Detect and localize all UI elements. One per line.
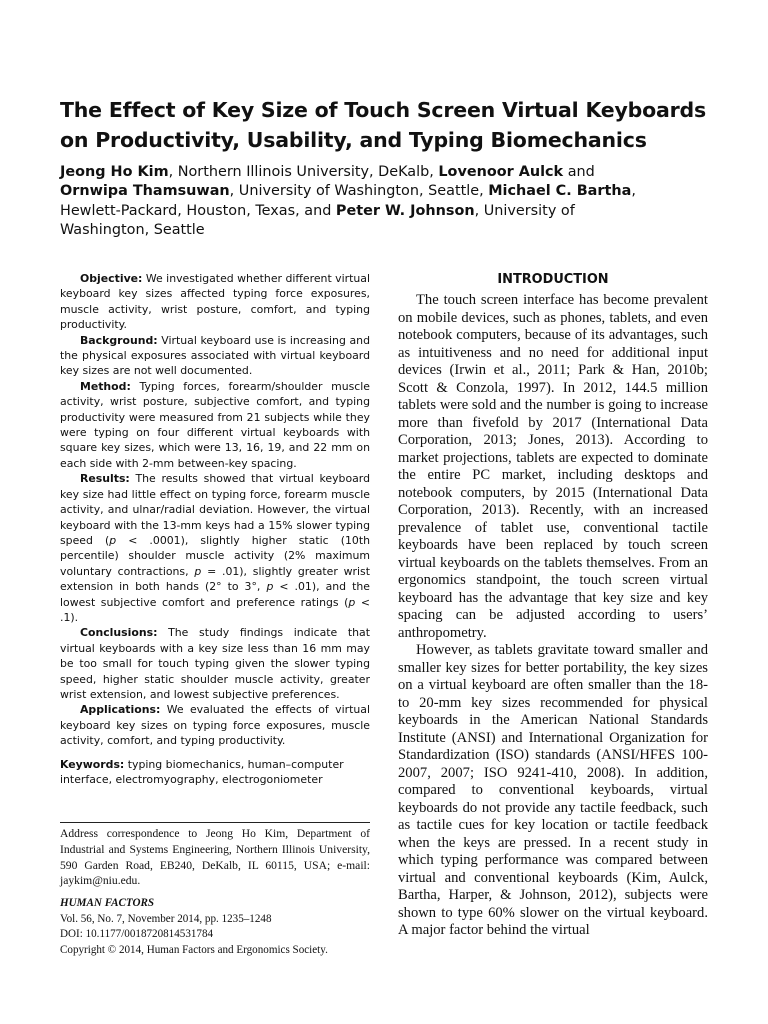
author-affiliation: Hewlett-Packard, Houston, Texas, and bbox=[60, 202, 336, 219]
objective-text: We investigated whether different virtual keyboard key sizes affected typing force exposures, muscle activity, wrist posture, comfort, and typing productivity. bbox=[60, 272, 371, 332]
author-separator: and bbox=[563, 164, 595, 180]
keywords bbox=[60, 757, 370, 788]
abstract-objective bbox=[60, 271, 370, 333]
keywords-text: typing biomechanics, human–computer interface, electromyography, electrogoniometer bbox=[60, 758, 344, 787]
section-heading-introduction: INTRODUCTION bbox=[497, 272, 609, 287]
journal-doi: DOI: 10.1177/0018720814531784 bbox=[60, 928, 214, 941]
author-name: Lovenoor Aulck bbox=[438, 164, 564, 180]
abstract-applications bbox=[60, 702, 370, 748]
journal-info bbox=[60, 896, 380, 958]
method-label: Method: bbox=[80, 379, 131, 393]
results-text: < .0001), slightly higher static (10th percentile) shoulder muscle activity (2% maximum voluntary contractions, bbox=[60, 533, 370, 578]
conclusions-text: The study findings indicate that virtual keyboards with a key size less than 16 mm may be too small for touch typing given the slower typing speed, higher static shoulder muscle activity, greater wrist extension, and lowest subjective preferences. bbox=[60, 626, 370, 701]
author-affiliation: Washington, Seattle bbox=[60, 221, 205, 238]
abstract-conclusions bbox=[60, 625, 370, 702]
author-name: Michael C. Bartha bbox=[488, 183, 632, 200]
author-name: Peter W. Johnson bbox=[335, 202, 475, 219]
body-paragraph: The touch screen interface has become prevalent on mobile devices, such as phones, tablets, and even notebook computers, because of its advantages, such as intuitiveness and no need for additional input devices (Irwin et al., 2011; Park & Han, 2010b; Scott & Conzola, 1997). In 2012, 144.5 million tablets were sold and the number is going to increase more than fivefold by 2017 (International Data Corporation, 2013; Jones, 2013). According to market projections, tablets are expected to dominate the entire PC market, including desktops and notebook computers, by 2015 (International Data Corporation, 2013). Recently, with an increased prevalence of tablet use, conventional tactile keyboards have been replaced by touch screen virtual keyboards on the tablets themselves. From an ergonomics standpoint, the touch screen virtual keyboard has the advantage that key size and key spacing can be adjusted according to users’ anthropometry. bbox=[398, 292, 708, 641]
applications-text: We evaluated the effects of virtual keyboard key sizes on typing force exposures, muscle activity, comfort, and typing productivity. bbox=[60, 703, 370, 748]
method-text: Typing forces, forearm/shoulder muscle activity, wrist posture, subjective comfort, and typing productivity were measured from 21 subjects while they were typing on four different virtual keyboards with square key sizes, which were 13, 16, 19, and 22 mm on each side with 2-mm between-key spacing. bbox=[60, 379, 370, 470]
body-paragraph: However, as tablets gravitate toward smaller and smaller key sizes for better portability, the key sizes on a virtual keyboard are often smaller than the 18- to 20-mm key sizes recommended for physical keyboards in the American National Standards Institute (ANSI) and International Organization for Standardization (ISO) standards (ANSI/HFES 100-2007, 2007; ISO 9241-410, 2008). In addition, compared to conventional keyboards, virtual keyboards do not provide any tactile feedback, such as tactile cues for key location or tactile feedback when the keys are pressed. In a recent study in which typing performance was compared between virtual and conventional keyboards (Kim, Aulck, Bartha, Harper, & Johnson, 2012), subjects were shown to type 60% slower on the virtual keyboard. A major factor behind the virtual bbox=[398, 642, 708, 938]
author-affiliation: , bbox=[631, 183, 636, 200]
footnote-divider bbox=[60, 822, 370, 823]
objective-label: Objective: bbox=[80, 272, 143, 285]
journal-name: HUMAN FACTORS bbox=[60, 897, 155, 909]
p-value-symbol: p bbox=[266, 580, 274, 594]
abstract-method bbox=[60, 379, 370, 471]
journal-volume: Vol. 56, No. 7, November 2014, pp. 1235–1248 bbox=[60, 912, 272, 925]
p-value-symbol: p bbox=[348, 595, 356, 609]
background-text: Virtual keyboard use is increasing and the physical exposures associated with virtual keyboard key sizes are not well documented. bbox=[60, 333, 370, 378]
conclusions-label: Conclusions: bbox=[80, 626, 158, 640]
title-line-1: The Effect of Key Size of Touch Screen Virtual Keyboards bbox=[60, 98, 707, 122]
author-affiliation: , University of Washington, Seattle, bbox=[229, 183, 489, 200]
author-affiliation: , Northern Illinois University, DeKalb, bbox=[168, 164, 439, 180]
results-text: = .01), slightly greater wrist extension in both hands (2° to 3°, bbox=[60, 564, 370, 594]
introduction-body bbox=[398, 292, 708, 940]
p-value-symbol: p bbox=[109, 533, 117, 547]
title-line-2: on Productivity, Usability, and Typing Biomechanics bbox=[60, 128, 647, 152]
background-label: Background: bbox=[80, 333, 158, 347]
p-value-symbol: p bbox=[194, 564, 202, 578]
abstract-results bbox=[60, 471, 370, 625]
results-text: < .01), and the lowest subjective comfort and preference ratings ( bbox=[60, 580, 370, 609]
author-name: Ornwipa Thamsuwan bbox=[60, 183, 230, 200]
results-label: Results: bbox=[80, 472, 130, 486]
author-list bbox=[60, 163, 700, 240]
abstract-background bbox=[60, 333, 370, 379]
results-text: < .1). bbox=[60, 595, 371, 624]
applications-label: Applications: bbox=[80, 703, 161, 717]
keywords-label: Keywords: bbox=[60, 758, 125, 771]
correspondence-address: Address correspondence to Jeong Ho Kim, Department of Industrial and Systems Engineering, Northern Illinois University, 590 Garden Road, EB240, DeKalb, IL 60115, USA; e-mail: jaykim@niu.edu. bbox=[60, 827, 370, 888]
results-text: The results showed that virtual keyboard key size had little effect on typing force, forearm muscle activity, and ulnar/radial deviation. However, the virtual keyboard with the 13-mm keys had a 15% slower typing speed ( bbox=[60, 472, 370, 547]
paper-title bbox=[60, 95, 720, 155]
author-affiliation: , University of bbox=[474, 202, 575, 219]
journal-copyright: Copyright © 2014, Human Factors and Ergonomics Society. bbox=[60, 943, 328, 956]
author-name: Jeong Ho Kim bbox=[60, 164, 169, 180]
abstract bbox=[60, 271, 370, 749]
